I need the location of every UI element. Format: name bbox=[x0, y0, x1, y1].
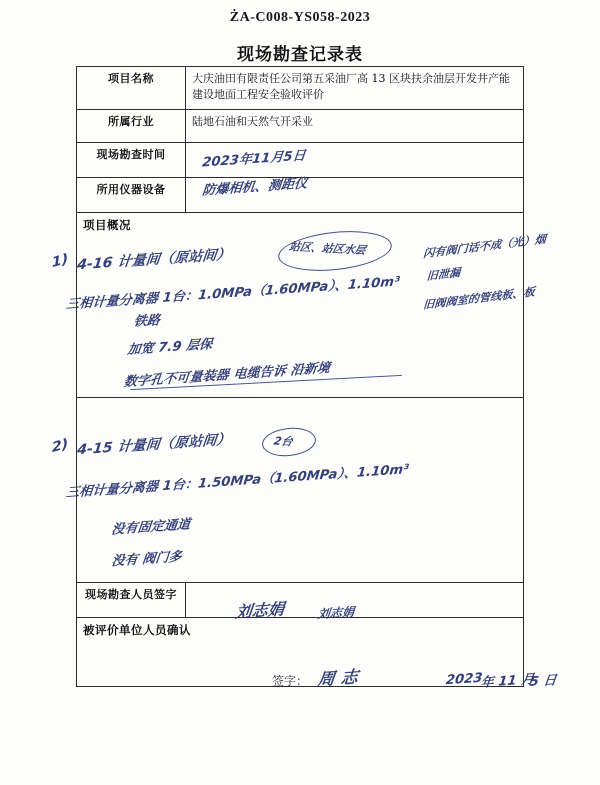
label-survey-time: 现场勘查时间 bbox=[77, 143, 186, 178]
handwriting-item2-line3: 没有固定通道 bbox=[110, 517, 191, 538]
handwriting-item2-number: 2) bbox=[51, 436, 69, 456]
confirmation-cell bbox=[77, 618, 524, 687]
handwriting-surveyor-signature: 刘志娟 bbox=[234, 599, 286, 622]
handwriting-item1-line4: 加宽 7.9 层保 bbox=[126, 337, 214, 358]
table-row-confirmation bbox=[77, 618, 524, 687]
handwriting-right-note-3: 旧阀阀室的管线板、板 bbox=[422, 285, 536, 312]
label-instruments: 所用仪器设备 bbox=[77, 178, 186, 213]
value-project-name: 大庆油田有限责任公司第五采油厂高 13 区块扶余油层开发井产能建设地面工程安全验收评价 bbox=[186, 67, 524, 110]
survey-record-table bbox=[76, 66, 524, 687]
confirmation-signature-prefix: 签字： bbox=[272, 674, 309, 688]
label-industry: 所属行业 bbox=[77, 110, 186, 143]
label-project-overview: 项目概况 bbox=[83, 218, 131, 232]
table-row-survey-time bbox=[77, 143, 524, 178]
value-industry: 陆地石油和天然气开采业 bbox=[186, 110, 524, 143]
overview-cell-second bbox=[77, 398, 524, 583]
table-row-instruments bbox=[77, 178, 524, 213]
handwriting-item1-line5: 数字孔不可量装器 电缆告诉 沿新境 bbox=[122, 360, 331, 391]
handwriting-item1-number: 1) bbox=[51, 251, 69, 271]
handwriting-surveyor-signature-print: 刘志娟 bbox=[317, 604, 355, 622]
handwriting-circle-note: 站区、站区水层 bbox=[287, 239, 367, 258]
handwriting-instruments: 防爆相机、测距仪 bbox=[201, 176, 309, 199]
handwriting-item1-title: 4-16 计量间（原站间） bbox=[76, 246, 232, 274]
table-row-project-name bbox=[77, 67, 524, 110]
handwriting-survey-date: 2023年11月5日 bbox=[201, 148, 307, 171]
handwriting-right-note-2: 旧泄漏 bbox=[426, 266, 461, 283]
value-survey-time bbox=[186, 143, 524, 178]
label-surveyor-signature: 现场勘查人员签字 bbox=[77, 583, 186, 618]
document-code: ŻA-C008-YS058-2023 bbox=[229, 10, 371, 25]
handwriting-confirmation-date-day: 5 日 bbox=[528, 673, 558, 690]
handwriting-item1-line3: 铁路 bbox=[132, 313, 161, 330]
value-instruments bbox=[186, 178, 524, 213]
handwriting-confirmation-date-year: 2023 bbox=[445, 670, 484, 689]
handwriting-item2-line2: 三相计量分离器 1台：1.50MPa（1.60MPa）、1.10m³ bbox=[65, 462, 410, 501]
handwriting-item1-line2: 三相计量分离器 1台：1.0MPa（1.60MPa）、1.10m³ bbox=[65, 274, 401, 313]
handwriting-item2-mark: 2台 bbox=[272, 434, 294, 449]
table-row-overview-1 bbox=[77, 213, 524, 398]
label-project-name: 项目名称 bbox=[77, 67, 186, 110]
handwriting-confirmation-signature: 周 志 bbox=[316, 667, 359, 691]
handwriting-item2-title: 4-15 计量间（原站间） bbox=[76, 431, 232, 459]
handwriting-right-note-1: 闪有阀门话不成（光）烟 bbox=[422, 232, 547, 261]
value-surveyor-signature bbox=[186, 583, 524, 618]
table-row-industry bbox=[77, 110, 524, 143]
table-row-surveyor-signature bbox=[77, 583, 524, 618]
handwriting-confirmation-date-month: 年 11 月 bbox=[479, 672, 536, 691]
overview-cell-first bbox=[77, 213, 524, 398]
handwriting-item2-line4: 没有 阀门多 bbox=[110, 549, 183, 570]
document-title: 现场勘查记录表 bbox=[237, 45, 363, 65]
table-row-overview-2 bbox=[77, 398, 524, 583]
label-unit-confirmation: 被评价单位人员确认 bbox=[83, 623, 191, 637]
